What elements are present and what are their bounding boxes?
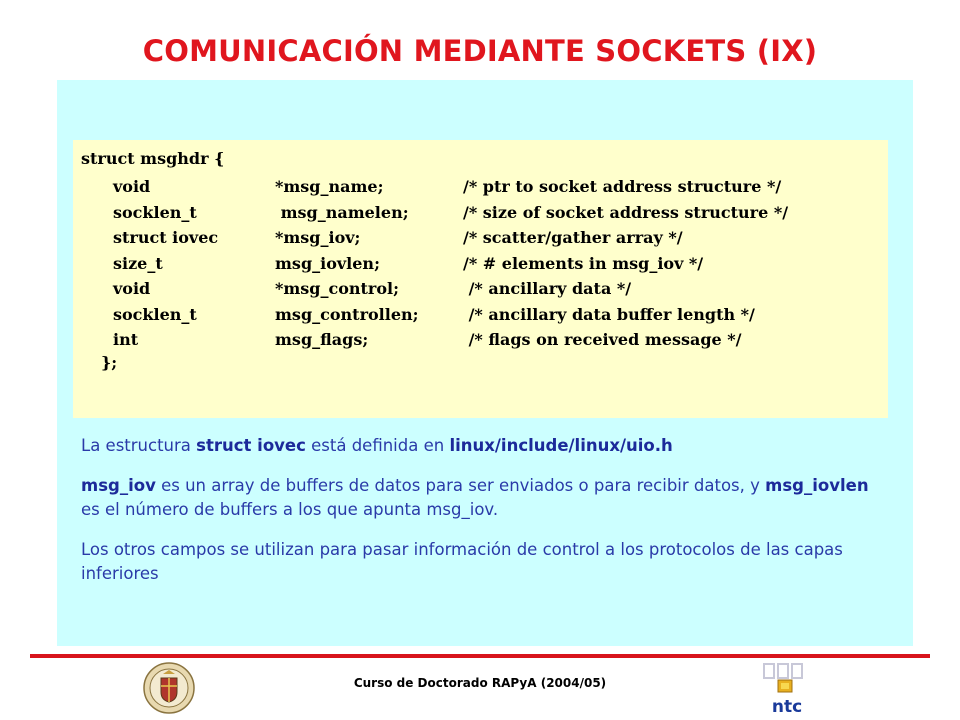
code-field-name: *msg_name; (275, 177, 384, 196)
code-field-name: msg_iovlen; (275, 253, 380, 273)
paragraph-text: La estructura (81, 436, 197, 455)
footer-divider (30, 654, 930, 658)
code-field-comment: /* ptr to socket address structure */ (463, 177, 782, 196)
logo-letters: ntc (771, 697, 803, 716)
code-struct-open: struct msghdr { (81, 149, 225, 168)
code-field-type: void (113, 177, 151, 196)
code-field-name: msg_namelen; (275, 202, 409, 222)
uio-header-path: linux/include/linux/uio.h (449, 436, 673, 455)
paragraph-text: es el número de buffers a los que apunta msg_iov. (81, 500, 499, 519)
code-field-name: msg_controllen; (275, 304, 419, 324)
code-field-type: struct iovec (113, 228, 219, 247)
code-field-type: void (113, 279, 151, 298)
ntc-logo-icon (760, 662, 814, 716)
code-field-type: socklen_t (113, 304, 197, 324)
code-field-comment: /* # elements in msg_iov */ (463, 253, 704, 273)
struct-iovec-term: struct iovec (196, 436, 306, 455)
paragraph-other-fields: Los otros campos se utilizan para pasar información de control a los protocolos de las capas inferiores (81, 540, 843, 583)
code-field-comment: /* size of socket address structure */ (463, 202, 789, 222)
code-field-name: *msg_control; (275, 279, 400, 298)
paragraph-iovec (81, 434, 881, 458)
footer-course-text: Curso de Doctorado RAPyA (2004/05) (353, 676, 607, 690)
code-field-type: socklen_t (113, 202, 197, 222)
msg-iovlen-term: msg_iovlen (765, 476, 869, 495)
code-field-comment: /* flags on received message */ (463, 330, 742, 349)
code-field-comment: /* ancillary data buffer length */ (463, 304, 755, 324)
paragraph-text: está definida en (305, 436, 450, 455)
code-field-comment: /* ancillary data */ (463, 279, 632, 298)
code-field-comment: /* scatter/gather array */ (463, 228, 683, 247)
code-struct-close: }; (101, 353, 118, 372)
page-title: COMUNICACIÓN MEDIANTE SOCKETS (IX) (142, 34, 818, 68)
code-field-type: int (113, 330, 139, 349)
code-field-name: msg_flags; (275, 330, 369, 349)
code-field-type: size_t (113, 253, 163, 273)
paragraph-text: es un array de buffers de datos para ser enviados o para recibir datos, y (155, 476, 766, 495)
paragraph-msg-iov (81, 474, 881, 522)
code-field-name: *msg_iov; (275, 228, 361, 247)
msg-iov-term: msg_iov (81, 476, 156, 495)
code-block (73, 140, 888, 418)
